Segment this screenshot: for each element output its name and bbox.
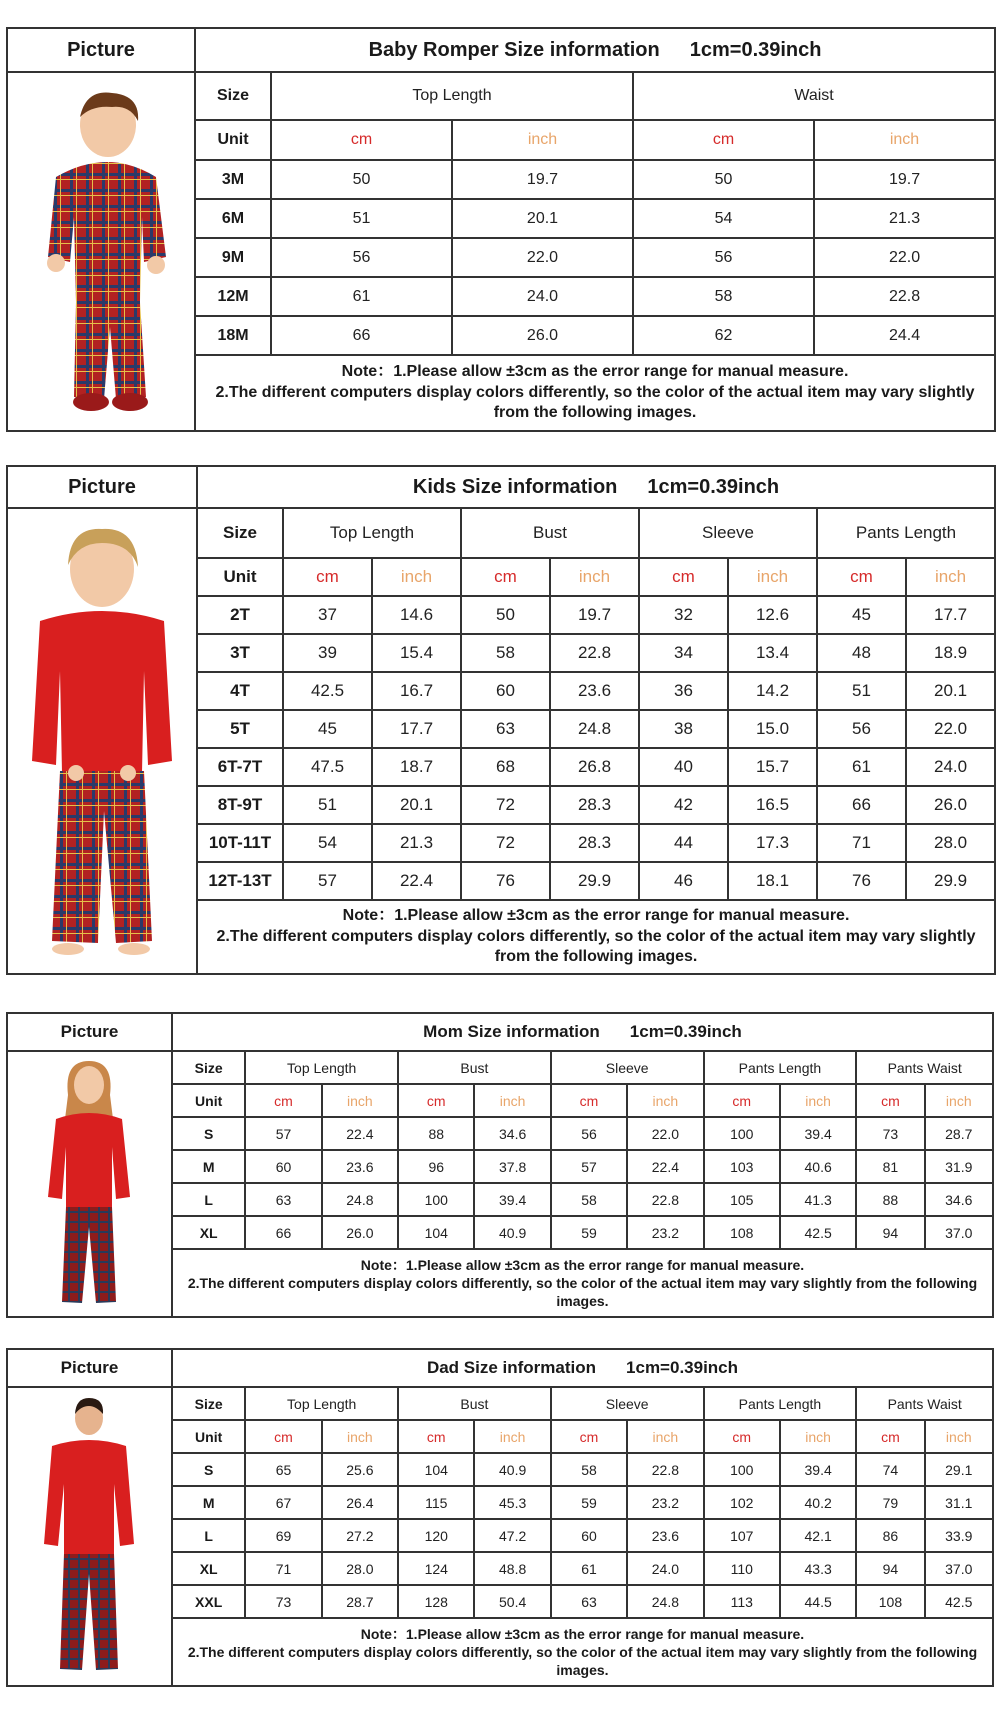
- size-cell: 12T-13T: [197, 862, 283, 900]
- mom-title-cell: [172, 1013, 993, 1051]
- value-cell: 26.8: [550, 748, 639, 786]
- unit-cm: cm: [245, 1084, 321, 1117]
- value-cell: 24.8: [627, 1585, 703, 1618]
- unit-inch: inch: [728, 558, 817, 596]
- value-cell: 45: [283, 710, 372, 748]
- value-cell: 58: [551, 1183, 627, 1216]
- value-cell: 65: [245, 1453, 321, 1486]
- value-cell: 60: [551, 1519, 627, 1552]
- header-top-length: Top Length: [271, 72, 633, 120]
- value-cell: 86: [856, 1519, 924, 1552]
- value-cell: 50: [271, 160, 452, 199]
- value-cell: 47.5: [283, 748, 372, 786]
- unit-inch: inch: [906, 558, 995, 596]
- value-cell: 26.0: [906, 786, 995, 824]
- value-cell: 34.6: [925, 1183, 993, 1216]
- value-cell: 63: [551, 1585, 627, 1618]
- value-cell: 108: [856, 1585, 924, 1618]
- value-cell: 48: [817, 634, 906, 672]
- value-cell: 28.3: [550, 824, 639, 862]
- mom-size-chart: [6, 1012, 994, 1316]
- value-cell: 22.8: [550, 634, 639, 672]
- value-cell: 68: [461, 748, 550, 786]
- picture-header: Picture: [7, 1013, 172, 1051]
- value-cell: 56: [817, 710, 906, 748]
- value-cell: 44: [639, 824, 728, 862]
- value-cell: 81: [856, 1150, 924, 1183]
- value-cell: 40: [639, 748, 728, 786]
- value-cell: 40.9: [474, 1216, 550, 1249]
- unit-inch: inch: [474, 1420, 550, 1453]
- value-cell: 63: [245, 1183, 321, 1216]
- value-cell: 107: [704, 1519, 780, 1552]
- note-line-1: Note：1.Please allow ±3cm as the error range for manual measure.: [341, 362, 849, 380]
- header-pants-waist: Pants Waist: [856, 1051, 993, 1084]
- value-cell: 100: [398, 1183, 474, 1216]
- value-cell: 37.0: [925, 1216, 993, 1249]
- unit-cm: cm: [704, 1420, 780, 1453]
- value-cell: 88: [856, 1183, 924, 1216]
- size-cell: L: [172, 1183, 245, 1216]
- value-cell: 23.6: [627, 1519, 703, 1552]
- value-cell: 37.0: [925, 1552, 993, 1585]
- unit-inch: inch: [550, 558, 639, 596]
- unit-inch: inch: [474, 1084, 550, 1117]
- kid-pajama-figure: [22, 521, 182, 961]
- unit-inch: inch: [780, 1084, 856, 1117]
- unit-inch: inch: [814, 120, 995, 160]
- kids-size-chart: [6, 465, 994, 975]
- value-cell: 19.7: [452, 160, 633, 199]
- unit-cm: cm: [271, 120, 452, 160]
- dad-size-chart: [6, 1348, 994, 1685]
- unit-cm: cm: [283, 558, 372, 596]
- value-cell: 22.0: [814, 238, 995, 277]
- value-cell: 26.0: [322, 1216, 398, 1249]
- value-cell: 42.5: [283, 672, 372, 710]
- mom-note: [172, 1249, 993, 1317]
- picture-header: Picture: [7, 28, 195, 72]
- value-cell: 60: [461, 672, 550, 710]
- value-cell: 73: [856, 1117, 924, 1150]
- value-cell: 41.3: [780, 1183, 856, 1216]
- value-cell: 24.0: [452, 277, 633, 316]
- size-cell: XL: [172, 1216, 245, 1249]
- value-cell: 66: [245, 1216, 321, 1249]
- value-cell: 71: [817, 824, 906, 862]
- unit-label: Unit: [197, 558, 283, 596]
- value-cell: 24.8: [322, 1183, 398, 1216]
- value-cell: 50.4: [474, 1585, 550, 1618]
- scale-note: 1cm=0.39inch: [647, 475, 780, 498]
- unit-inch: inch: [925, 1420, 993, 1453]
- value-cell: 19.7: [814, 160, 995, 199]
- unit-cm: cm: [817, 558, 906, 596]
- value-cell: 104: [398, 1453, 474, 1486]
- header-size: Size: [195, 72, 271, 120]
- value-cell: 28.7: [925, 1117, 993, 1150]
- value-cell: 22.0: [906, 710, 995, 748]
- value-cell: 17.7: [906, 596, 995, 634]
- value-cell: 13.4: [728, 634, 817, 672]
- header-bust: Bust: [398, 1387, 551, 1420]
- baby-size-table: [6, 27, 996, 432]
- value-cell: 20.1: [372, 786, 461, 824]
- size-cell: M: [172, 1486, 245, 1519]
- baby-size-chart: [6, 27, 994, 430]
- header-pants-length: Pants Length: [704, 1387, 857, 1420]
- size-cell: 8T-9T: [197, 786, 283, 824]
- value-cell: 12.6: [728, 596, 817, 634]
- value-cell: 37: [283, 596, 372, 634]
- unit-cm: cm: [461, 558, 550, 596]
- value-cell: 40.2: [780, 1486, 856, 1519]
- value-cell: 39.4: [780, 1117, 856, 1150]
- value-cell: 21.3: [372, 824, 461, 862]
- unit-cm: cm: [245, 1420, 321, 1453]
- value-cell: 22.8: [627, 1453, 703, 1486]
- unit-inch: inch: [627, 1420, 703, 1453]
- value-cell: 61: [817, 748, 906, 786]
- value-cell: 42.5: [925, 1585, 993, 1618]
- value-cell: 128: [398, 1585, 474, 1618]
- header-pants-waist: Pants Waist: [856, 1387, 993, 1420]
- size-cell: 12M: [195, 277, 271, 316]
- value-cell: 108: [704, 1216, 780, 1249]
- value-cell: 56: [551, 1117, 627, 1150]
- value-cell: 22.0: [452, 238, 633, 277]
- scale-note: 1cm=0.39inch: [629, 1022, 742, 1041]
- value-cell: 39: [283, 634, 372, 672]
- value-cell: 56: [633, 238, 814, 277]
- value-cell: 42: [639, 786, 728, 824]
- value-cell: 105: [704, 1183, 780, 1216]
- baby-note: [195, 355, 995, 431]
- value-cell: 71: [245, 1552, 321, 1585]
- value-cell: 58: [633, 277, 814, 316]
- header-size: Size: [197, 508, 283, 558]
- note-line-1: Note：1.Please allow ±3cm as the error range for manual measure.: [360, 1625, 805, 1642]
- value-cell: 100: [704, 1453, 780, 1486]
- unit-cm: cm: [398, 1420, 474, 1453]
- value-cell: 24.0: [627, 1552, 703, 1585]
- header-bust: Bust: [461, 508, 639, 558]
- value-cell: 44.5: [780, 1585, 856, 1618]
- dad-size-table: [6, 1348, 994, 1687]
- value-cell: 63: [461, 710, 550, 748]
- value-cell: 113: [704, 1585, 780, 1618]
- value-cell: 23.2: [627, 1216, 703, 1249]
- baby-romper-figure: [16, 87, 186, 417]
- header-sleeve: Sleeve: [551, 1051, 704, 1084]
- value-cell: 28.0: [906, 824, 995, 862]
- unit-inch: inch: [322, 1084, 398, 1117]
- value-cell: 18.9: [906, 634, 995, 672]
- unit-inch: inch: [322, 1420, 398, 1453]
- value-cell: 43.3: [780, 1552, 856, 1585]
- value-cell: 61: [271, 277, 452, 316]
- value-cell: 16.5: [728, 786, 817, 824]
- value-cell: 17.7: [372, 710, 461, 748]
- size-cell: 3M: [195, 160, 271, 199]
- unit-label: Unit: [172, 1420, 245, 1453]
- unit-label: Unit: [195, 120, 271, 160]
- value-cell: 59: [551, 1216, 627, 1249]
- value-cell: 36: [639, 672, 728, 710]
- value-cell: 31.1: [925, 1486, 993, 1519]
- value-cell: 14.2: [728, 672, 817, 710]
- dad-note: [172, 1618, 993, 1686]
- value-cell: 51: [817, 672, 906, 710]
- value-cell: 62: [633, 316, 814, 355]
- kids-picture: [7, 508, 197, 974]
- value-cell: 54: [283, 824, 372, 862]
- dad-picture: [7, 1387, 172, 1686]
- value-cell: 28.0: [322, 1552, 398, 1585]
- value-cell: 50: [633, 160, 814, 199]
- header-top-length: Top Length: [245, 1387, 398, 1420]
- value-cell: 34: [639, 634, 728, 672]
- size-cell: L: [172, 1519, 245, 1552]
- value-cell: 22.4: [372, 862, 461, 900]
- value-cell: 20.1: [452, 199, 633, 238]
- value-cell: 42.5: [780, 1216, 856, 1249]
- value-cell: 45.3: [474, 1486, 550, 1519]
- unit-cm: cm: [856, 1084, 924, 1117]
- size-cell: 5T: [197, 710, 283, 748]
- value-cell: 94: [856, 1216, 924, 1249]
- unit-cm: cm: [639, 558, 728, 596]
- value-cell: 102: [704, 1486, 780, 1519]
- value-cell: 120: [398, 1519, 474, 1552]
- size-cell: 3T: [197, 634, 283, 672]
- value-cell: 51: [283, 786, 372, 824]
- note-line-1: Note：1.Please allow ±3cm as the error range for manual measure.: [360, 1256, 805, 1273]
- value-cell: 37.8: [474, 1150, 550, 1183]
- unit-cm: cm: [856, 1420, 924, 1453]
- unit-inch: inch: [925, 1084, 993, 1117]
- value-cell: 29.1: [925, 1453, 993, 1486]
- note-line-2: 2.The different computers display colors differently, so the color of the actual item may vary slightly from the following images.: [187, 1643, 978, 1679]
- value-cell: 57: [283, 862, 372, 900]
- value-cell: 21.3: [814, 199, 995, 238]
- value-cell: 23.6: [550, 672, 639, 710]
- value-cell: 28.7: [322, 1585, 398, 1618]
- unit-cm: cm: [551, 1084, 627, 1117]
- value-cell: 34.6: [474, 1117, 550, 1150]
- size-cell: XXL: [172, 1585, 245, 1618]
- value-cell: 58: [461, 634, 550, 672]
- value-cell: 17.3: [728, 824, 817, 862]
- baby-title-cell: [195, 28, 995, 72]
- unit-inch: inch: [372, 558, 461, 596]
- value-cell: 31.9: [925, 1150, 993, 1183]
- value-cell: 19.7: [550, 596, 639, 634]
- value-cell: 38: [639, 710, 728, 748]
- header-sleeve: Sleeve: [551, 1387, 704, 1420]
- value-cell: 22.0: [627, 1117, 703, 1150]
- value-cell: 58: [551, 1453, 627, 1486]
- value-cell: 61: [551, 1552, 627, 1585]
- value-cell: 24.8: [550, 710, 639, 748]
- header-sleeve: Sleeve: [639, 508, 817, 558]
- value-cell: 88: [398, 1117, 474, 1150]
- value-cell: 33.9: [925, 1519, 993, 1552]
- value-cell: 103: [704, 1150, 780, 1183]
- unit-cm: cm: [551, 1420, 627, 1453]
- value-cell: 24.4: [814, 316, 995, 355]
- dad-title: Dad Size information: [426, 1358, 597, 1377]
- value-cell: 47.2: [474, 1519, 550, 1552]
- dad-title-cell: [172, 1349, 993, 1387]
- value-cell: 18.1: [728, 862, 817, 900]
- mom-title: Mom Size information: [423, 1022, 600, 1041]
- value-cell: 67: [245, 1486, 321, 1519]
- value-cell: 23.6: [322, 1150, 398, 1183]
- value-cell: 76: [461, 862, 550, 900]
- value-cell: 69: [245, 1519, 321, 1552]
- value-cell: 27.2: [322, 1519, 398, 1552]
- value-cell: 20.1: [906, 672, 995, 710]
- scale-note: 1cm=0.39inch: [626, 1358, 739, 1377]
- value-cell: 15.4: [372, 634, 461, 672]
- value-cell: 26.0: [452, 316, 633, 355]
- value-cell: 72: [461, 824, 550, 862]
- size-cell: S: [172, 1117, 245, 1150]
- kids-note: [197, 900, 995, 974]
- note-line-2: 2.The different computers display colors differently, so the color of the actual item may vary slightly from the following images.: [216, 927, 976, 966]
- dad-pajama-figure: [34, 1394, 144, 1679]
- value-cell: 22.8: [627, 1183, 703, 1216]
- value-cell: 48.8: [474, 1552, 550, 1585]
- size-cell: XL: [172, 1552, 245, 1585]
- picture-header: Picture: [7, 1349, 172, 1387]
- value-cell: 15.0: [728, 710, 817, 748]
- size-cell: 2T: [197, 596, 283, 634]
- size-cell: 18M: [195, 316, 271, 355]
- header-waist: Waist: [633, 72, 995, 120]
- value-cell: 40.6: [780, 1150, 856, 1183]
- value-cell: 56: [271, 238, 452, 277]
- scale-note: 1cm=0.39inch: [689, 38, 822, 61]
- value-cell: 72: [461, 786, 550, 824]
- value-cell: 25.6: [322, 1453, 398, 1486]
- note-line-2: 2.The different computers display colors differently, so the color of the actual item may vary slightly from the following images.: [187, 1274, 978, 1310]
- value-cell: 124: [398, 1552, 474, 1585]
- value-cell: 16.7: [372, 672, 461, 710]
- value-cell: 66: [817, 786, 906, 824]
- value-cell: 46: [639, 862, 728, 900]
- header-bust: Bust: [398, 1051, 551, 1084]
- value-cell: 24.0: [906, 748, 995, 786]
- value-cell: 73: [245, 1585, 321, 1618]
- size-cell: 4T: [197, 672, 283, 710]
- value-cell: 96: [398, 1150, 474, 1183]
- baby-title: Baby Romper Size information: [368, 38, 660, 61]
- value-cell: 57: [551, 1150, 627, 1183]
- size-cell: S: [172, 1453, 245, 1486]
- value-cell: 22.8: [814, 277, 995, 316]
- mom-pajama-figure: [34, 1057, 144, 1312]
- value-cell: 59: [551, 1486, 627, 1519]
- kids-title: Kids Size information: [412, 475, 618, 498]
- picture-header: Picture: [7, 466, 197, 508]
- value-cell: 76: [817, 862, 906, 900]
- value-cell: 28.3: [550, 786, 639, 824]
- value-cell: 42.1: [780, 1519, 856, 1552]
- note-line-2: 2.The different computers display colors differently, so the color of the actual item may vary slightly from the following images.: [215, 383, 975, 422]
- size-cell: 9M: [195, 238, 271, 277]
- unit-cm: cm: [398, 1084, 474, 1117]
- value-cell: 26.4: [322, 1486, 398, 1519]
- size-cell: 6T-7T: [197, 748, 283, 786]
- value-cell: 54: [633, 199, 814, 238]
- value-cell: 51: [271, 199, 452, 238]
- unit-inch: inch: [627, 1084, 703, 1117]
- value-cell: 94: [856, 1552, 924, 1585]
- value-cell: 29.9: [550, 862, 639, 900]
- value-cell: 74: [856, 1453, 924, 1486]
- value-cell: 22.4: [627, 1150, 703, 1183]
- baby-picture: [7, 72, 195, 431]
- header-size: Size: [172, 1387, 245, 1420]
- header-top-length: Top Length: [283, 508, 461, 558]
- header-size: Size: [172, 1051, 245, 1084]
- value-cell: 23.2: [627, 1486, 703, 1519]
- note-line-1: Note：1.Please allow ±3cm as the error range for manual measure.: [342, 906, 850, 924]
- value-cell: 66: [271, 316, 452, 355]
- kids-size-table: [6, 465, 996, 975]
- unit-label: Unit: [172, 1084, 245, 1117]
- header-pants-length: Pants Length: [817, 508, 995, 558]
- size-cell: 10T-11T: [197, 824, 283, 862]
- value-cell: 110: [704, 1552, 780, 1585]
- value-cell: 104: [398, 1216, 474, 1249]
- value-cell: 50: [461, 596, 550, 634]
- value-cell: 60: [245, 1150, 321, 1183]
- kids-title-cell: [197, 466, 995, 508]
- unit-inch: inch: [452, 120, 633, 160]
- value-cell: 100: [704, 1117, 780, 1150]
- size-cell: 6M: [195, 199, 271, 238]
- value-cell: 14.6: [372, 596, 461, 634]
- value-cell: 18.7: [372, 748, 461, 786]
- mom-picture: [7, 1051, 172, 1317]
- header-top-length: Top Length: [245, 1051, 398, 1084]
- value-cell: 32: [639, 596, 728, 634]
- value-cell: 22.4: [322, 1117, 398, 1150]
- value-cell: 40.9: [474, 1453, 550, 1486]
- value-cell: 29.9: [906, 862, 995, 900]
- unit-cm: cm: [704, 1084, 780, 1117]
- value-cell: 79: [856, 1486, 924, 1519]
- value-cell: 15.7: [728, 748, 817, 786]
- value-cell: 39.4: [780, 1453, 856, 1486]
- size-cell: M: [172, 1150, 245, 1183]
- unit-cm: cm: [633, 120, 814, 160]
- value-cell: 39.4: [474, 1183, 550, 1216]
- value-cell: 45: [817, 596, 906, 634]
- unit-inch: inch: [780, 1420, 856, 1453]
- mom-size-table: [6, 1012, 994, 1318]
- value-cell: 57: [245, 1117, 321, 1150]
- header-pants-length: Pants Length: [704, 1051, 857, 1084]
- value-cell: 115: [398, 1486, 474, 1519]
